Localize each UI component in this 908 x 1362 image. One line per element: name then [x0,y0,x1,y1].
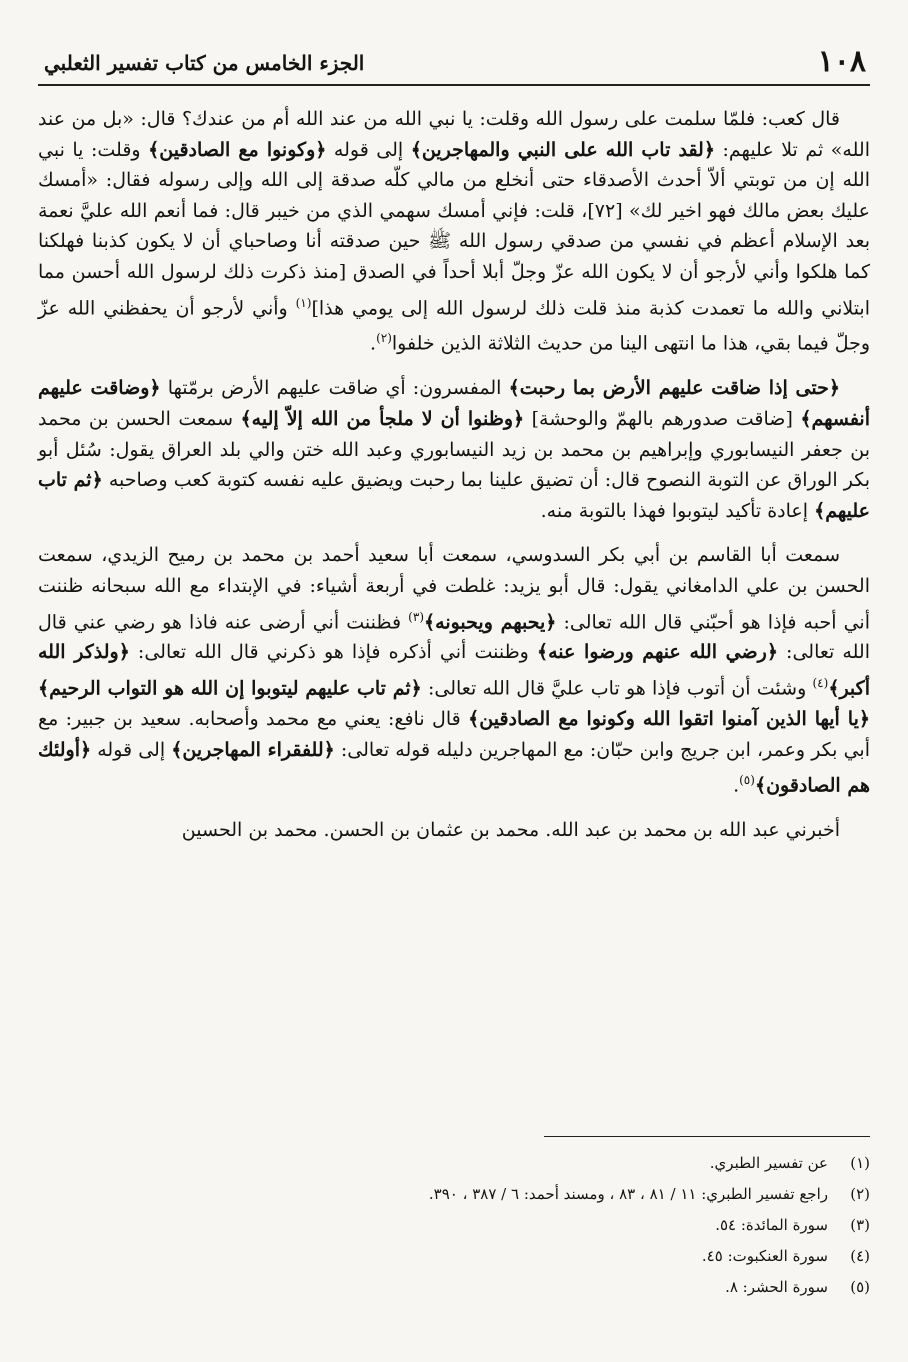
text-segment: فظننت أني أرضى عنه فاذا هو رضي عني قال الله تعالى: [38,610,870,664]
paragraph [38,373,870,526]
text-segment: إلى قوله [326,138,411,161]
footnote-item [38,1210,870,1241]
page-number: ١٠٨ [817,44,866,79]
footnote-item [38,1179,870,1210]
footnote-divider [544,1136,870,1137]
quran-quote: ﴿وضاقت عليهم أنفسهم﴾ [38,377,870,430]
footnote-item [38,1148,870,1179]
footnote-text: سورة المائدة: ٥٤. [715,1216,828,1234]
text-segment: وشئت أن أتوب فإذا هو تاب عليَّ قال الله تعالى: [421,677,813,700]
text-segment: إعادة تأكيد ليتوبوا فهذا بالتوبة منه. [540,499,815,522]
footnote-marker: (٥) [739,773,755,788]
footnote-item [38,1272,870,1303]
quran-quote: ﴿وظنوا أن لا ملجأ من الله إلاّ إليه﴾ [240,408,525,430]
footnote-item [38,1241,870,1272]
text-segment: المفسرون: أي ضاقت عليهم الأرض برمّتها [160,377,509,400]
footnote-number: (٢) [850,1185,870,1203]
footnote-text: سورة العنكبوت: ٤٥. [701,1247,828,1265]
paragraph [38,815,870,846]
text-segment: [ضاقت صدورهم بالهمّ والوحشة] [524,408,801,430]
quran-quote: ﴿يحبهم ويحبونه﴾ [424,610,557,633]
running-title: الجزء الخامس من كتاب تفسير الثعلبي [44,51,365,75]
paragraph [38,540,870,801]
text-segment: قال نافع: يعني مع محمد وأصحابه. سعيد بن جبير: مع أبي بكر وعمر، ابن جريج وابن حبّان: مع المهاجرين دليله قوله تعالى: [38,708,870,761]
page-header [38,42,870,86]
footnote-marker: (٣) [408,609,424,624]
footnote-text: عن تفسير الطبري. [709,1154,828,1172]
text-segment: إلى قوله [91,738,172,761]
quran-quote: ﴿ثم تاب عليهم ليتوبوا إن الله هو التواب الرحيم﴾ [38,677,422,700]
text-segment: سمعت الحسن بن محمد بن جعفر النيسابوري وإبراهيم بن محمد بن زيد النيسابوري وعبد الله ختن والي بلد العراق يقول: سُئل أبو بكر الوراق عن التوبة النصوح قال: أن تضيق علينا بما رحبت ويضيق عليه نفسه كتوبة كعب وصاحبه [38,408,870,492]
quran-quote: ﴿حتى إذا ضاقت عليهم الأرض بما رحبت﴾ [508,377,840,400]
text-segment: وقلت: يا نبي الله إن من توبتي ألاّ أحدث الأصدقاء حتى أنخلع من مالي كلّه صدقة إلى الله وإلى رسوله فقال: «أمسك عليك بعض مالك فهو اخير لك» [٧٢]، قلت: فإني أمسك سهمي الذي من خيبر قال: فما أنعم الله عليَّ نعمة بعد الإسلام أعظم في نفسي من صدقي رسول الله ﷺ حين صدقته أنا وصاحباي أن لا يكون كذبنا فهلكنا كما هلكوا وأني لأرجو أن لا يكون الله عزّ وجلّ أبلا أحداً في الصدق [منذ ذكرت ذلك لرسول الله أحسن مما ابتلاني والله ما تعمدت كذبة منذ قلت ذلك لرسول الله إلى يومي هذا] [38,138,870,319]
quran-quote: ﴿لقد تاب الله على النبي والمهاجرين﴾ [410,138,715,161]
text-segment: أخبرني عبد الله بن محمد بن عبد الله. محمد بن عثمان بن الحسن. محمد بن الحسين [181,819,840,842]
footnote-marker: (٢) [376,331,392,346]
footnote-number: (١) [850,1154,870,1172]
footnote-number: (٣) [850,1216,870,1234]
text-segment: . [733,774,740,797]
footnote-text: سورة الحشر: ٨. [725,1278,828,1296]
quran-quote: ﴿يا أيها الذين آمنوا اتقوا الله وكونوا مع الصادقين﴾ [468,708,870,730]
text-segment: . [370,332,377,355]
footnotes [38,1148,870,1303]
text-segment: سمعت أبا القاسم بن أبي بكر السدوسي، سمعت أبا سعيد أحمد بن محمد بن رميح الزيدي، سمعت الحسن بن علي الدامغاني يقول: قال أبو يزيد: غلطت في أربعة أشياء: في الإبتداء مع الله سبحانه ظننت أني أحبه فإذا هو أحبّني قال الله تعالى: [38,544,871,633]
text-segment: وظننت أني أذكره فإذا هو ذكرني قال الله تعالى: [129,641,537,664]
quran-quote: ﴿ولذكر الله أكبر﴾ [38,641,870,700]
quran-quote: ﴿ثم تاب عليهم﴾ [38,469,870,522]
quran-quote: ﴿رضي الله عنهم ورضوا عنه﴾ [536,641,778,664]
text-segment: قال كعب: فلمّا سلمت على رسول الله وقلت: يا نبي الله من عند الله أم من عندك؟ قال: «بل من عند الله» ثم تلا عليهم: [38,108,870,161]
footnote-marker: (١) [295,295,312,310]
footnote-number: (٤) [850,1247,870,1265]
footnote-marker: (٤) [812,676,829,691]
footnote-text: راجع تفسير الطبري: ١١ / ٨١ ، ٨٣ ، ومسند أحمد: ٦ / ٣٨٧ ، ٣٩٠. [428,1185,828,1203]
footnote-number: (٥) [850,1278,870,1296]
main-text [38,104,870,846]
text-segment: وأني لأرجو أن يحفظني الله عزّ وجلّ فيما بقي، هذا ما انتهى الينا من حديث الثلاثة الذين خلفوا [38,296,870,355]
quran-quote: ﴿أولئك هم الصادقون﴾ [38,738,870,797]
quran-quote: ﴿للفقراء المهاجرين﴾ [171,738,335,761]
paragraph [38,104,870,359]
quran-quote: ﴿وكونوا مع الصادقين﴾ [148,138,327,161]
